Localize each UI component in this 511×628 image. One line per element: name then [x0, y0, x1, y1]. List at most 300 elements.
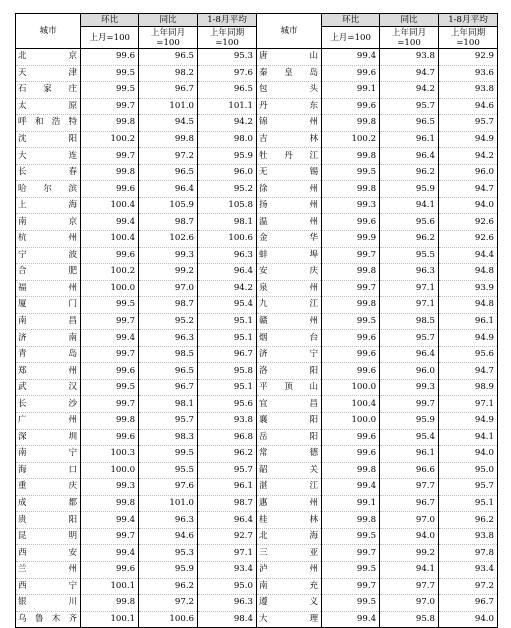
yoy-value-left: 95.5	[139, 462, 198, 479]
mom-value-left: 99.6	[81, 363, 139, 380]
table-row	[16, 148, 498, 165]
city-name-left: 长 春	[16, 164, 81, 181]
city-name-right: 三 亚	[256, 545, 321, 562]
city-name-right: 北 海	[256, 528, 321, 545]
mom-value-left: 99.7	[81, 396, 139, 413]
avg-header-right: 1-8月平均	[439, 14, 498, 27]
yoy-value-right: 95.7	[380, 330, 439, 347]
city-name-right: 湛 江	[256, 479, 321, 496]
city-name-right: 吉 林	[256, 131, 321, 148]
city-name-right: 宜 昌	[256, 396, 321, 413]
yoy-value-right: 96.2	[380, 164, 439, 181]
city-name-right: 赣 州	[256, 313, 321, 330]
avg-value-right: 94.9	[439, 413, 498, 430]
yoy-value-right: 94.7	[380, 65, 439, 82]
city-name-left: 北 京	[16, 49, 81, 66]
avg-header-left: 1-8月平均	[198, 14, 257, 27]
avg-value-right: 93.9	[439, 280, 498, 297]
yoy-value-left: 105.9	[139, 197, 198, 214]
mom-value-right: 99.8	[322, 297, 380, 314]
city-name-left: 郑 州	[16, 363, 81, 380]
yoy-value-right: 93.8	[380, 49, 439, 66]
city-name-left: 深 圳	[16, 429, 81, 446]
mom-value-right: 99.6	[322, 429, 380, 446]
city-name-right: 常 德	[256, 446, 321, 463]
avg-value-left: 95.1	[198, 379, 257, 396]
city-name-right: 南 充	[256, 578, 321, 595]
city-name-left: 杭 州	[16, 231, 81, 248]
yoy-value-right: 95.8	[380, 611, 439, 628]
city-name-left: 贵 阳	[16, 512, 81, 529]
avg-value-right: 96.1	[439, 313, 498, 330]
yoy-value-left: 97.2	[139, 595, 198, 612]
mom-value-left: 99.5	[81, 379, 139, 396]
city-name-right: 徐 州	[256, 181, 321, 198]
city-name-left: 昆 明	[16, 528, 81, 545]
table-row	[16, 446, 498, 463]
avg-value-right: 92.9	[439, 49, 498, 66]
avg-value-left: 96.5	[198, 82, 257, 99]
table-row	[16, 578, 498, 595]
yoy-value-left: 96.2	[139, 578, 198, 595]
avg-value-left: 101.1	[198, 98, 257, 115]
yoy-value-right: 98.5	[380, 313, 439, 330]
city-name-right: 牡丹江	[256, 148, 321, 165]
city-name-left: 海 口	[16, 462, 81, 479]
city-name-left: 宁 波	[16, 247, 81, 264]
mom-value-right: 99.7	[322, 247, 380, 264]
avg-value-left: 96.3	[198, 247, 257, 264]
table-row	[16, 313, 498, 330]
city-name-right: 平顶山	[256, 379, 321, 396]
yoy-value-left: 97.6	[139, 479, 198, 496]
yoy-value-right: 97.1	[380, 297, 439, 314]
avg-value-left: 93.4	[198, 561, 257, 578]
yoy-value-left: 96.3	[139, 512, 198, 529]
avg-value-right: 94.1	[439, 429, 498, 446]
city-name-left: 乌鲁木齐	[16, 611, 81, 628]
avg-value-right: 98.9	[439, 379, 498, 396]
table-row	[16, 528, 498, 545]
mom-value-left: 99.4	[81, 512, 139, 529]
avg-value-left: 94.2	[198, 115, 257, 132]
yoy-value-left: 96.7	[139, 82, 198, 99]
mom-value-right: 99.6	[322, 346, 380, 363]
city-name-left: 西 安	[16, 545, 81, 562]
avg-value-left: 96.4	[198, 264, 257, 281]
mom-value-left: 99.6	[81, 247, 139, 264]
avg-value-right: 95.7	[439, 479, 498, 496]
mom-value-right: 99.8	[322, 148, 380, 165]
mom-value-right: 99.3	[322, 197, 380, 214]
avg-value-left: 96.2	[198, 446, 257, 463]
yoy-value-left: 101.0	[139, 495, 198, 512]
mom-value-left: 99.7	[81, 528, 139, 545]
city-name-left: 南 京	[16, 214, 81, 231]
mom-value-left: 100.1	[81, 578, 139, 595]
table-row	[16, 479, 498, 496]
city-header-left: 城市	[16, 14, 81, 49]
avg-value-left: 95.2	[198, 181, 257, 198]
avg-value-right: 94.0	[439, 611, 498, 628]
table-row	[16, 413, 498, 430]
avg-value-right: 93.8	[439, 82, 498, 99]
table-row	[16, 297, 498, 314]
avg-value-right: 94.4	[439, 247, 498, 264]
yoy-value-right: 96.7	[380, 495, 439, 512]
avg-value-left: 96.0	[198, 164, 257, 181]
mom-value-left: 99.6	[81, 429, 139, 446]
avg-value-right: 94.8	[439, 297, 498, 314]
mom-value-left: 100.2	[81, 264, 139, 281]
avg-value-right: 96.2	[439, 512, 498, 529]
mom-value-left: 100.4	[81, 231, 139, 248]
avg-value-right: 94.0	[439, 197, 498, 214]
mom-value-left: 100.1	[81, 611, 139, 628]
yoy-value-left: 101.0	[139, 98, 198, 115]
yoy-value-right: 96.4	[380, 148, 439, 165]
mom-value-left: 99.6	[81, 49, 139, 66]
yoy-value-left: 95.7	[139, 413, 198, 430]
city-name-left: 天 津	[16, 65, 81, 82]
table-row	[16, 561, 498, 578]
city-name-left: 南 宁	[16, 446, 81, 463]
yoy-value-left: 96.5	[139, 363, 198, 380]
yoy-value-left: 98.2	[139, 65, 198, 82]
mom-value-right: 99.8	[322, 181, 380, 198]
yoy-value-left: 98.7	[139, 297, 198, 314]
table-row	[16, 231, 498, 248]
yoy-value-right: 95.5	[380, 247, 439, 264]
city-name-left: 石家庄	[16, 82, 81, 99]
mom-value-right: 99.1	[322, 82, 380, 99]
avg-value-left: 96.8	[198, 429, 257, 446]
yoy-value-right: 96.1	[380, 446, 439, 463]
yoy-value-right: 94.1	[380, 561, 439, 578]
yoy-value-left: 98.5	[139, 346, 198, 363]
yoy-value-right: 96.6	[380, 462, 439, 479]
mom-value-left: 100.0	[81, 280, 139, 297]
city-name-right: 洛 阳	[256, 363, 321, 380]
avg-value-left: 105.8	[198, 197, 257, 214]
avg-value-left: 95.6	[198, 396, 257, 413]
yoy-value-left: 96.4	[139, 181, 198, 198]
city-name-left: 长 沙	[16, 396, 81, 413]
yoy-value-left: 95.9	[139, 561, 198, 578]
avg-value-left: 93.8	[198, 413, 257, 430]
mom-value-left: 99.4	[81, 545, 139, 562]
avg-value-left: 97.1	[198, 545, 257, 562]
city-name-left: 银 川	[16, 595, 81, 612]
avg-value-left: 96.1	[198, 479, 257, 496]
yoy-value-right: 94.2	[380, 82, 439, 99]
table-row	[16, 82, 498, 99]
mom-value-left: 99.5	[81, 65, 139, 82]
city-name-left: 太 原	[16, 98, 81, 115]
mom-value-right: 99.9	[322, 231, 380, 248]
mom-value-left: 99.7	[81, 346, 139, 363]
mom-value-left: 99.4	[81, 330, 139, 347]
avg-value-left: 95.9	[198, 148, 257, 165]
city-name-right: 包 头	[256, 82, 321, 99]
avg-value-left: 96.7	[198, 346, 257, 363]
city-name-right: 九 江	[256, 297, 321, 314]
city-name-right: 唐 山	[256, 49, 321, 66]
avg-value-left: 94.2	[198, 280, 257, 297]
table-body	[16, 49, 498, 628]
table-row	[16, 214, 498, 231]
yoy-value-right: 94.0	[380, 528, 439, 545]
city-name-left: 沈 阳	[16, 131, 81, 148]
yoy-value-left: 94.5	[139, 115, 198, 132]
yoy-value-right: 99.7	[380, 396, 439, 413]
mom-value-left: 99.6	[81, 181, 139, 198]
yoy-value-left: 97.2	[139, 148, 198, 165]
city-name-right: 韶 关	[256, 462, 321, 479]
yoy-value-left: 99.8	[139, 131, 198, 148]
mom-value-right: 99.6	[322, 98, 380, 115]
yoy-value-right: 95.9	[380, 413, 439, 430]
avg-value-left: 96.3	[198, 595, 257, 612]
city-name-right: 金 华	[256, 231, 321, 248]
city-name-left: 成 都	[16, 495, 81, 512]
table-row	[16, 429, 498, 446]
yoy-value-left: 97.0	[139, 280, 198, 297]
yoy-value-right: 97.7	[380, 479, 439, 496]
avg-value-right: 94.7	[439, 363, 498, 380]
avg-value-right: 94.7	[439, 181, 498, 198]
avg-value-right: 94.6	[439, 98, 498, 115]
table-row	[16, 65, 498, 82]
table-row	[16, 330, 498, 347]
mom-value-left: 99.8	[81, 595, 139, 612]
city-name-left: 武 汉	[16, 379, 81, 396]
mom-value-left: 99.4	[81, 214, 139, 231]
city-name-right: 岳 阳	[256, 429, 321, 446]
mom-value-left: 99.7	[81, 148, 139, 165]
yoy-value-right: 94.1	[380, 197, 439, 214]
table-row	[16, 512, 498, 529]
mom-header-left: 环比	[81, 14, 139, 27]
yoy-value-left: 100.6	[139, 611, 198, 628]
yoy-value-right: 95.6	[380, 214, 439, 231]
city-name-right: 温 州	[256, 214, 321, 231]
city-name-left: 大 连	[16, 148, 81, 165]
mom-value-right: 99.6	[322, 214, 380, 231]
city-name-right: 大 理	[256, 611, 321, 628]
mom-subheader-left: 上月=100	[81, 27, 139, 49]
table-row	[16, 115, 498, 132]
avg-value-right: 95.6	[439, 346, 498, 363]
yoy-value-left: 98.1	[139, 396, 198, 413]
city-name-left: 厦 门	[16, 297, 81, 314]
city-name-left: 济 南	[16, 330, 81, 347]
avg-value-right: 95.7	[439, 115, 498, 132]
yoy-value-left: 98.3	[139, 429, 198, 446]
yoy-value-left: 102.6	[139, 231, 198, 248]
city-name-left: 呼和浩特	[16, 115, 81, 132]
avg-value-left: 97.6	[198, 65, 257, 82]
mom-value-left: 99.5	[81, 82, 139, 99]
city-name-right: 扬 州	[256, 197, 321, 214]
avg-value-right: 94.0	[439, 446, 498, 463]
yoy-value-right: 96.5	[380, 115, 439, 132]
avg-value-right: 95.0	[439, 462, 498, 479]
mom-value-right: 99.8	[322, 115, 380, 132]
mom-value-right: 99.5	[322, 313, 380, 330]
city-name-left: 重 庆	[16, 479, 81, 496]
city-name-left: 青 岛	[16, 346, 81, 363]
mom-value-right: 99.4	[322, 49, 380, 66]
avg-value-right: 94.9	[439, 330, 498, 347]
city-name-left: 合 肥	[16, 264, 81, 281]
mom-value-right: 100.0	[322, 413, 380, 430]
mom-value-left: 100.0	[81, 462, 139, 479]
mom-value-right: 99.6	[322, 65, 380, 82]
city-name-right: 安 庆	[256, 264, 321, 281]
mom-value-right: 99.8	[322, 462, 380, 479]
mom-value-right: 100.4	[322, 396, 380, 413]
yoy-value-left: 99.3	[139, 247, 198, 264]
mom-value-right: 99.5	[322, 561, 380, 578]
mom-value-right: 99.5	[322, 595, 380, 612]
mom-value-right: 99.4	[322, 479, 380, 496]
price-index-table	[15, 13, 498, 628]
yoy-value-right: 95.4	[380, 429, 439, 446]
avg-value-right: 96.0	[439, 164, 498, 181]
avg-value-right: 95.1	[439, 495, 498, 512]
table-row	[16, 363, 498, 380]
avg-value-left: 100.6	[198, 231, 257, 248]
avg-value-right: 97.2	[439, 578, 498, 595]
avg-subheader-left: 上年同期 =100	[198, 27, 257, 49]
city-name-left: 南 昌	[16, 313, 81, 330]
yoy-value-right: 96.1	[380, 131, 439, 148]
yoy-value-left: 98.7	[139, 214, 198, 231]
yoy-value-right: 97.7	[380, 578, 439, 595]
avg-value-left: 96.4	[198, 512, 257, 529]
table-row	[16, 280, 498, 297]
avg-value-left: 95.1	[198, 330, 257, 347]
mom-value-left: 99.7	[81, 98, 139, 115]
yoy-value-right: 97.0	[380, 595, 439, 612]
yoy-value-right: 99.3	[380, 379, 439, 396]
mom-value-left: 100.4	[81, 197, 139, 214]
yoy-value-left: 95.2	[139, 313, 198, 330]
mom-value-left: 99.8	[81, 115, 139, 132]
table-row	[16, 545, 498, 562]
mom-value-left: 99.8	[81, 413, 139, 430]
mom-value-left: 99.8	[81, 164, 139, 181]
avg-value-left: 95.8	[198, 363, 257, 380]
yoy-value-right: 96.3	[380, 264, 439, 281]
yoy-value-left: 96.5	[139, 49, 198, 66]
avg-value-left: 92.7	[198, 528, 257, 545]
city-name-right: 锦 州	[256, 115, 321, 132]
yoy-value-left: 95.3	[139, 545, 198, 562]
table-row	[16, 98, 498, 115]
yoy-value-left: 96.7	[139, 379, 198, 396]
mom-value-left: 99.8	[81, 495, 139, 512]
avg-value-right: 97.8	[439, 545, 498, 562]
city-name-left: 福 州	[16, 280, 81, 297]
yoy-value-right: 97.0	[380, 512, 439, 529]
city-name-left: 兰 州	[16, 561, 81, 578]
table-row	[16, 495, 498, 512]
avg-value-right: 93.6	[439, 65, 498, 82]
yoy-subheader-left: 上年同月 =100	[139, 27, 198, 49]
avg-value-right: 94.2	[439, 148, 498, 165]
city-name-left: 西 宁	[16, 578, 81, 595]
table-row	[16, 346, 498, 363]
table-row	[16, 131, 498, 148]
avg-value-right: 97.1	[439, 396, 498, 413]
mom-value-left: 100.3	[81, 446, 139, 463]
table-row	[16, 611, 498, 628]
avg-value-right: 93.4	[439, 561, 498, 578]
mom-value-right: 100.0	[322, 379, 380, 396]
avg-value-left: 95.0	[198, 578, 257, 595]
yoy-header-left: 同比	[139, 14, 198, 27]
city-name-right: 襄 阳	[256, 413, 321, 430]
yoy-value-left: 96.5	[139, 164, 198, 181]
city-header-right: 城市	[256, 14, 321, 49]
city-name-right: 遵 义	[256, 595, 321, 612]
avg-value-left: 95.7	[198, 462, 257, 479]
yoy-value-right: 99.2	[380, 545, 439, 562]
mom-header-right: 环比	[322, 14, 380, 27]
city-name-right: 桂 林	[256, 512, 321, 529]
city-name-right: 无 锡	[256, 164, 321, 181]
table-row	[16, 49, 498, 66]
avg-value-right: 96.7	[439, 595, 498, 612]
avg-value-left: 98.1	[198, 214, 257, 231]
mom-value-right: 99.7	[322, 545, 380, 562]
table-row	[16, 164, 498, 181]
table-row	[16, 595, 498, 612]
yoy-value-right: 95.7	[380, 98, 439, 115]
yoy-header-right: 同比	[380, 14, 439, 27]
avg-value-left: 98.4	[198, 611, 257, 628]
avg-value-right: 92.6	[439, 231, 498, 248]
mom-subheader-right: 上月=100	[322, 27, 380, 49]
avg-value-left: 98.0	[198, 131, 257, 148]
yoy-value-right: 96.4	[380, 346, 439, 363]
mom-value-left: 99.6	[81, 561, 139, 578]
table-row	[16, 197, 498, 214]
city-name-left: 上 海	[16, 197, 81, 214]
yoy-value-right: 96.2	[380, 231, 439, 248]
city-name-right: 烟 台	[256, 330, 321, 347]
avg-value-left: 98.7	[198, 495, 257, 512]
table-row	[16, 181, 498, 198]
city-name-right: 惠 州	[256, 495, 321, 512]
mom-value-left: 99.7	[81, 313, 139, 330]
yoy-value-right: 96.0	[380, 363, 439, 380]
mom-value-right: 99.5	[322, 164, 380, 181]
avg-value-right: 94.8	[439, 264, 498, 281]
table-row	[16, 396, 498, 413]
yoy-value-left: 94.6	[139, 528, 198, 545]
city-name-right: 泉 州	[256, 280, 321, 297]
city-name-right: 泸 州	[256, 561, 321, 578]
avg-value-left: 95.1	[198, 313, 257, 330]
mom-value-right: 99.8	[322, 512, 380, 529]
city-name-right: 济 宁	[256, 346, 321, 363]
avg-value-left: 95.4	[198, 297, 257, 314]
yoy-value-left: 99.5	[139, 446, 198, 463]
mom-value-left: 99.3	[81, 479, 139, 496]
